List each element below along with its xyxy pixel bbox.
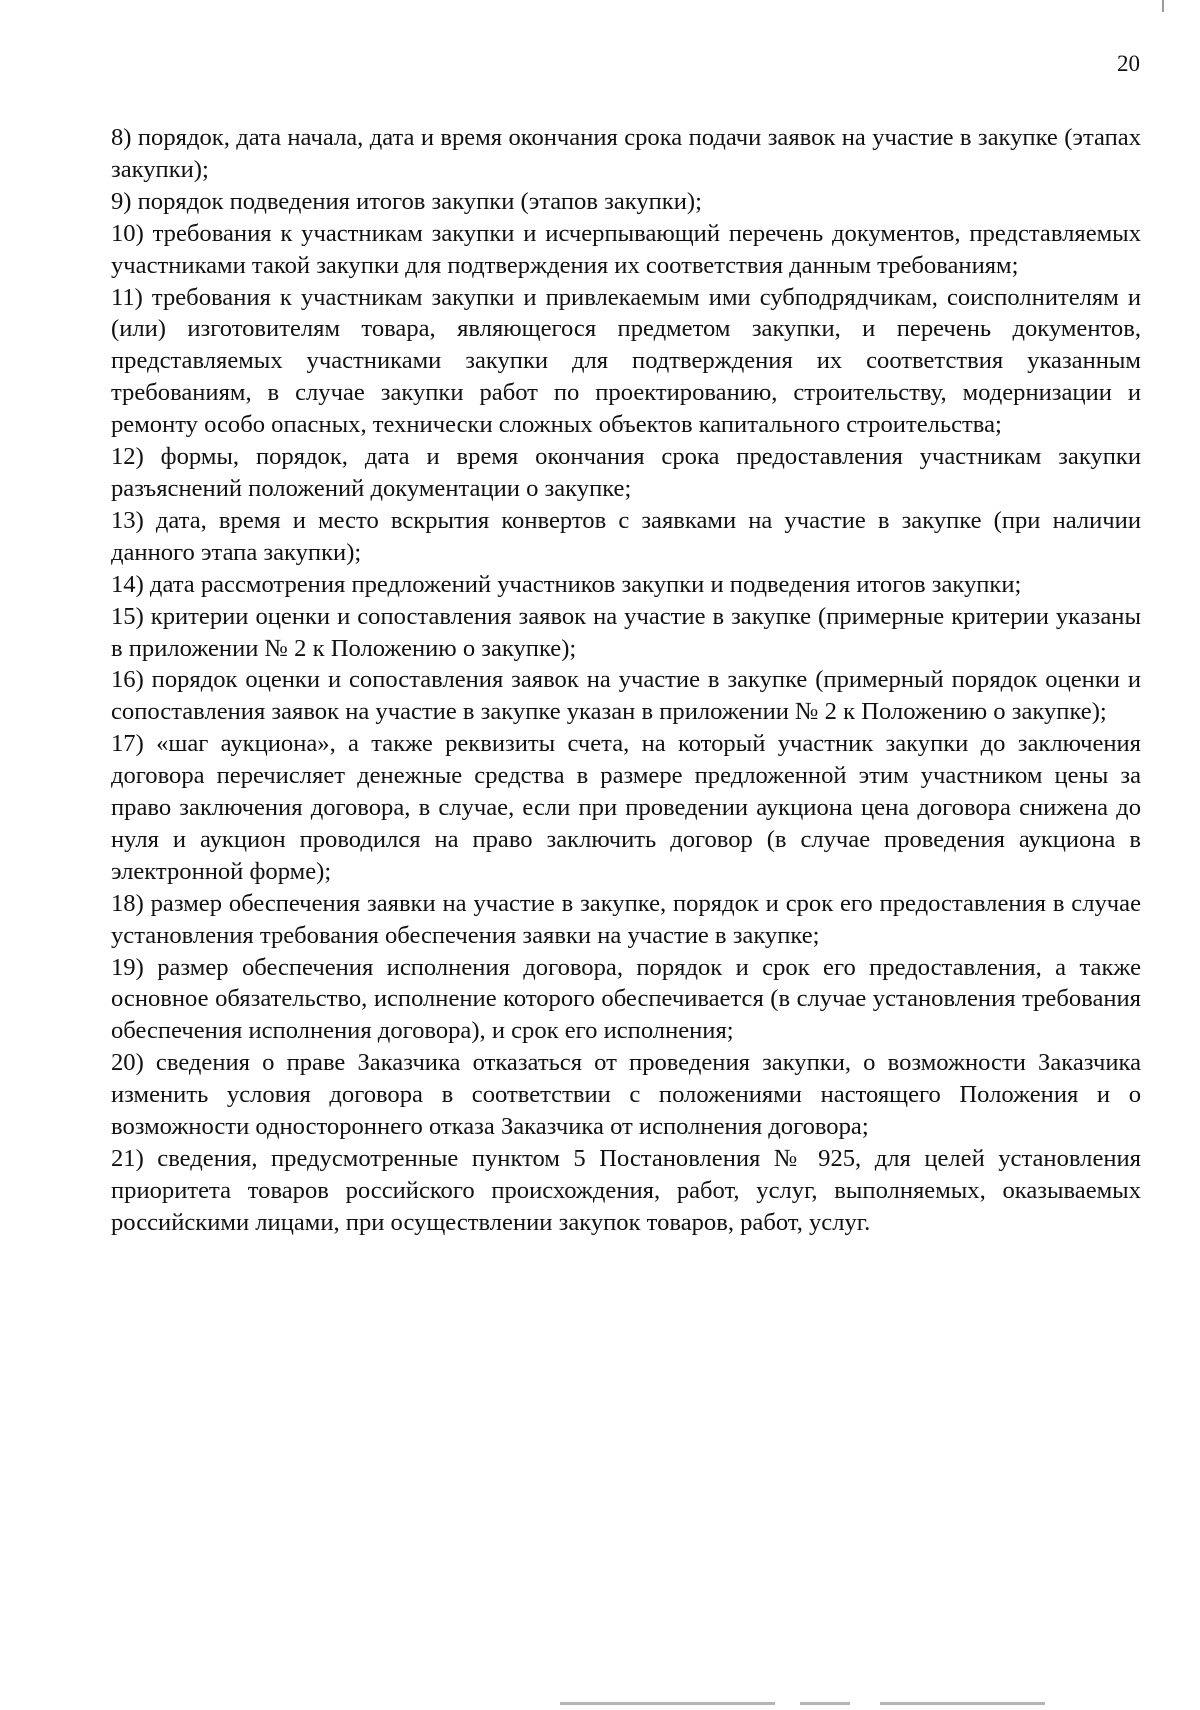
list-item-9: 9) порядок подведения итогов закупки (этапов закупки); xyxy=(111,187,702,215)
list-item-13: 13) дата, время и место вскрытия конвертов с заявками на участие в закупке (при наличии данного этапа закупки); xyxy=(111,506,1141,566)
list-item-15: 15) критерии оценки и сопоставления заявок на участие в закупке (примерные критерии указаны в приложении № 2 к Положению о закупке); xyxy=(111,602,1141,662)
list-item-12: 12) формы, порядок, дата и время окончания срока предоставления участникам закупки разъяснений положений документации о закупке; xyxy=(111,443,1141,502)
page-number: 20 xyxy=(1117,51,1140,76)
list-item-18: 18) размер обеспечения заявки на участие в закупке, порядок и срок его предоставления в случае установления требования обеспечения заявки на участие в закупке; xyxy=(111,889,1141,949)
document-body xyxy=(111,122,1141,1239)
footer-scan-rule xyxy=(560,1702,775,1705)
list-item-14: 14) дата рассмотрения предложений участников закупки и подведения итогов закупки; xyxy=(111,570,1022,598)
list-item-16: 16) порядок оценки и сопоставления заявок на участие в закупке (примерный порядок оценки и сопоставления заявок на участие в закупке указан в приложении № 2 к Положению о закупке); xyxy=(111,666,1141,726)
footer-scan-rule xyxy=(880,1702,1045,1705)
list-item-8: 8) порядок, дата начала, дата и время окончания срока подачи заявок на участие в закупке (этапах закупки); xyxy=(111,124,1141,183)
list-item-10: 10) требования к участникам закупки и исчерпывающий перечень документов, представляемых участниками такой закупки для подтверждения их соответствия данным требованиям; xyxy=(111,219,1141,279)
scan-edge-mark xyxy=(1162,0,1164,12)
list-item-17: 17) «шаг аукциона», а также реквизиты счета, на который участник закупки до заключения договора перечисляет денежные средства в размере предложенной этим участником цены за право заключения договора, в случае, если при проведении аукциона цена договора снижена до нуля и аукцион проводился на право заключить договор (в случае проведения аукциона в электронной форме); xyxy=(111,730,1141,885)
list-item-11: 11) требования к участникам закупки и привлекаемым ими субподрядчикам, соисполнителям и (или) изготовителям товара, являющегося предметом закупки, и перечень документов, представляемых участниками закупки для подтверждения их соответствия указанным требованиям, в случае закупки работ по проектированию, строительству, модернизации и ремонту особо опасных, технически сложных объектов капитального строительства; xyxy=(111,283,1141,439)
footer-scan-rule xyxy=(800,1702,850,1705)
list-item-19: 19) размер обеспечения исполнения договора, порядок и срок его предоставления, а также основное обязательство, исполнение которого обеспечивается (в случае установления требования обеспечения исполнения договора), и срок его исполнения; xyxy=(111,953,1141,1045)
list-item-20: 20) сведения о праве Заказчика отказаться от проведения закупки, о возможности Заказчика изменить условия договора в соответствии с положениями настоящего Положения и о возможности одностороннего отказа Заказчика от исполнения договора; xyxy=(111,1049,1141,1141)
list-item-21: 21) сведения, предусмотренные пунктом 5 Постановления № 925, для целей установления приоритета товаров российского происхождения, работ, услуг, выполняемых, оказываемых российскими лицами, при осуществлении закупок товаров, работ, услуг. xyxy=(111,1145,1141,1236)
